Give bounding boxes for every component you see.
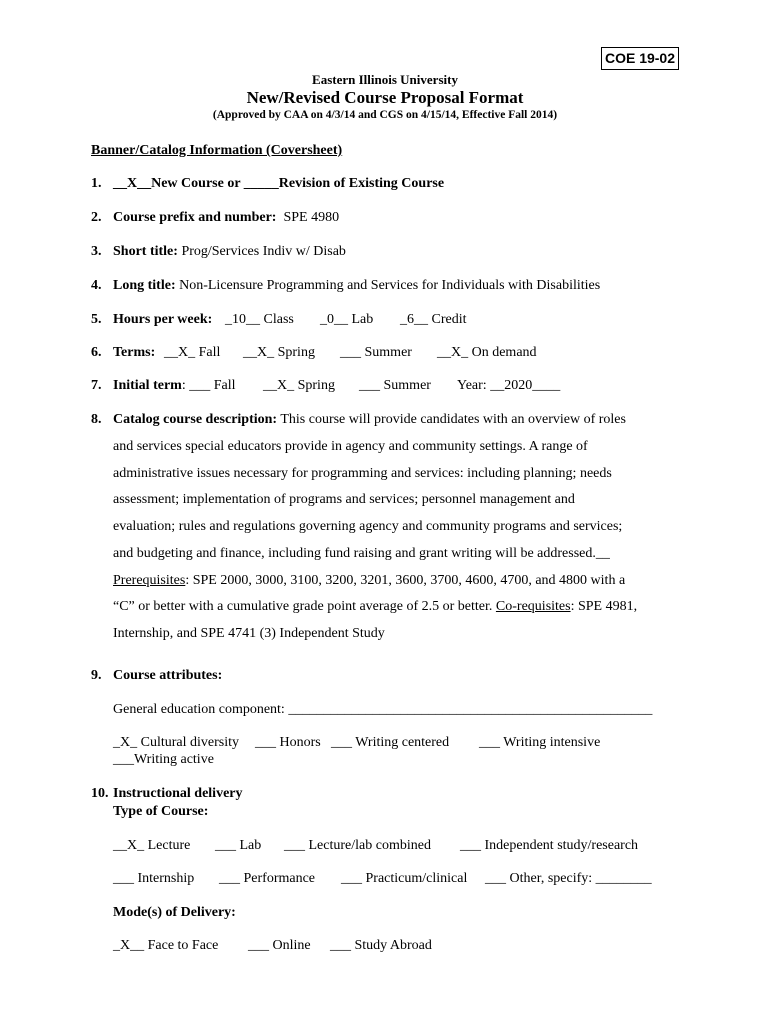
item-number: 9.: [91, 668, 102, 683]
course-attributes-label: Course attributes:: [113, 668, 223, 683]
description-line-6: and budgeting and finance, including fund raising and grant writing will be addressed.__: [113, 546, 610, 561]
short-title-label: Short title:: [113, 244, 178, 259]
terms-on-demand: __X_ On demand: [437, 345, 537, 360]
hours-class: _10__ Class: [225, 312, 294, 327]
description-line-9: Internship, and SPE 4741 (3) Independent Study: [113, 626, 385, 641]
course-prefix-label: Course prefix and number:: [113, 210, 277, 225]
type-internship: ___ Internship: [113, 871, 195, 886]
long-title-value: Non-Licensure Programming and Services for Individuals with Disabilities: [179, 278, 601, 293]
long-title-line: [113, 278, 600, 294]
initial-term-year: Year: __2020____: [457, 378, 561, 393]
initial-term-line: [113, 378, 236, 394]
hours-lab: _0__ Lab: [320, 312, 374, 327]
terms-summer: ___ Summer: [340, 345, 412, 360]
long-title-label: Long title:: [113, 278, 176, 293]
description-line-3: administrative issues necessary for programming and services: including planning; needs: [113, 466, 612, 481]
writing-intensive: ___ Writing intensive: [479, 735, 601, 750]
initial-term-fall: : ___ Fall: [181, 378, 236, 393]
type-practicum: ___ Practicum/clinical: [341, 871, 468, 886]
instructional-delivery-label: Instructional delivery: [113, 786, 243, 801]
prerequisites-label: Prerequisites: [113, 573, 186, 588]
corequisites-line: [113, 599, 637, 615]
item-number: 6.: [91, 345, 102, 360]
document-subtitle: (Approved by CAA on 4/3/14 and CGS on 4/15/14, Effective Fall 2014): [212, 109, 558, 121]
type-of-course-label: Type of Course:: [113, 804, 209, 819]
grade-text: “C” or better with a cumulative grade point average of 2.5 or better.: [113, 599, 496, 614]
type-performance: ___ Performance: [219, 871, 316, 886]
terms-spring: __X_ Spring: [243, 345, 315, 360]
item-number: 8.: [91, 412, 102, 427]
description-line-5: evaluation; rules and regulations governing agency and community programs and services;: [113, 519, 623, 534]
gen-ed-line: General education component: ____________________________________________________: [113, 702, 653, 717]
mode-face-to-face: _X__ Face to Face: [113, 938, 219, 953]
modes-of-delivery-label: Mode(s) of Delivery:: [113, 905, 236, 920]
terms-fall: __X_ Fall: [164, 345, 221, 360]
description-line-1: [113, 412, 626, 428]
short-title-line: [113, 244, 346, 260]
corequisites-label: Co-requisites: [495, 599, 571, 614]
initial-term-label: Initial term: [113, 378, 182, 393]
terms-label: Terms:: [113, 345, 156, 360]
item-number: 5.: [91, 312, 102, 327]
item-number: 2.: [91, 210, 102, 225]
initial-term-spring: __X_ Spring: [263, 378, 335, 393]
description-label: Catalog course description:: [113, 412, 278, 427]
type-other: ___ Other, specify: ________: [485, 871, 652, 886]
corequisites-text: : SPE 4981,: [570, 599, 638, 614]
item-number: 1.: [91, 176, 102, 191]
type-lecture-lab: ___ Lecture/lab combined: [284, 838, 431, 853]
item-number: 3.: [91, 244, 102, 259]
type-independent-study: ___ Independent study/research: [460, 838, 639, 853]
document-title: New/Revised Course Proposal Format: [246, 88, 524, 107]
new-course-line: __X__New Course or _____Revision of Existing Course: [113, 176, 445, 191]
course-prefix-line: [113, 210, 339, 226]
type-lecture: __X_ Lecture: [113, 838, 191, 853]
university-name: Eastern Illinois University: [312, 72, 458, 87]
honors: ___ Honors: [255, 735, 321, 750]
course-prefix-value: SPE 4980: [283, 210, 340, 225]
prerequisites-line: [113, 573, 625, 589]
item-number: 4.: [91, 278, 102, 293]
hours-label: Hours per week:: [113, 312, 213, 327]
mode-online: ___ Online: [248, 938, 311, 953]
description-text: This course will provide candidates with an overview of roles: [277, 412, 626, 427]
initial-term-summer: ___ Summer: [359, 378, 431, 393]
writing-active: ___Writing active: [113, 752, 214, 767]
item-number: 7.: [91, 378, 102, 393]
short-title-value: Prog/Services Indiv w/ Disab: [181, 244, 346, 259]
hours-credit: _6__ Credit: [400, 312, 467, 327]
item-number: 10.: [91, 786, 109, 801]
description-line-2: and services special educators provide in agency and community settings. A range of: [113, 439, 588, 454]
writing-centered: ___ Writing centered: [331, 735, 450, 750]
section-heading: Banner/Catalog Information (Coversheet): [91, 143, 343, 158]
cultural-diversity: _X_ Cultural diversity: [113, 735, 239, 750]
description-line-4: assessment; implementation of programs and services; personnel management and: [113, 492, 575, 507]
prerequisites-text: : SPE 2000, 3000, 3100, 3200, 3201, 3600, 3700, 4600, 4700, and 4800 with a: [185, 573, 626, 588]
type-lab: ___ Lab: [215, 838, 262, 853]
document-id-box: COE 19-02: [601, 47, 679, 70]
mode-study-abroad: ___ Study Abroad: [330, 938, 432, 953]
